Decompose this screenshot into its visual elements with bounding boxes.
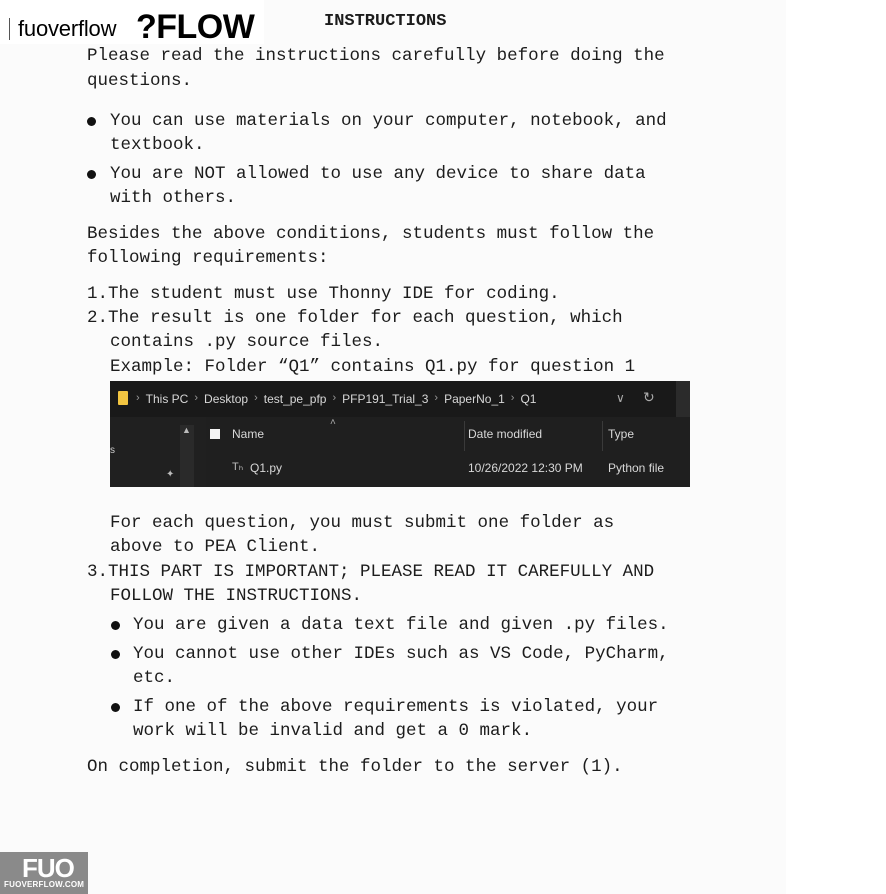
chevron-right-icon: ›: [136, 392, 140, 404]
sort-caret-icon: ˄: [330, 417, 336, 428]
scroll-up-icon: ▲: [182, 425, 191, 435]
page-title: INSTRUCTIONS: [324, 12, 447, 31]
breadcrumb-item: This PC: [145, 392, 189, 406]
text-cursor: [9, 18, 10, 40]
select-all-checkbox: [210, 429, 220, 439]
navigation-pane-label: s: [110, 445, 115, 456]
search-box-edge: [676, 381, 690, 417]
brand-logo-text: ?FLOW: [136, 8, 255, 46]
brand-name: fuoverflow: [18, 16, 117, 41]
page-margin: [786, 0, 886, 894]
breadcrumb-item: PFP191_Trial_3: [342, 392, 429, 406]
requirement-3: 3.THIS PART IS IMPORTANT; PLEASE READ IT CAREFULLY AND: [87, 562, 655, 582]
column-divider: [464, 421, 465, 451]
requirement-3-cont: FOLLOW THE INSTRUCTIONS.: [110, 586, 363, 606]
chevron-right-icon: ›: [510, 392, 515, 404]
completion-note: On completion, submit the folder to the server (1).: [87, 757, 623, 777]
bullet-icon: [111, 703, 120, 712]
list-item-cont: textbook.: [110, 135, 205, 155]
intro-text-cont: questions.: [87, 71, 193, 91]
column-header-name: Name: [232, 427, 265, 441]
breadcrumb-item: PaperNo_1: [444, 392, 505, 406]
chevron-down-icon: ∨: [616, 391, 625, 405]
sub-list-item: If one of the above requirements is violated, your: [133, 697, 659, 717]
chevron-right-icon: ›: [194, 392, 199, 404]
requirement-1: 1.The student must use Thonny IDE for coding.: [87, 284, 560, 304]
submit-instruction: For each question, you must submit one folder as: [110, 513, 615, 533]
column-header-type: Type: [608, 427, 635, 441]
chevron-right-icon: ›: [434, 392, 439, 404]
requirement-2-cont: contains .py source files.: [110, 332, 384, 352]
bullet-icon: [111, 650, 120, 659]
breadcrumb-item: Desktop: [204, 392, 249, 406]
requirement-2-example: Example: Folder “Q1” contains Q1.py for question 1: [110, 357, 636, 377]
pin-icon: ✦: [166, 469, 175, 480]
requirements-intro: Besides the above conditions, students must follow the: [87, 224, 655, 244]
column-divider: [602, 421, 603, 451]
folder-icon: [118, 391, 128, 405]
column-header-date: Date modified: [468, 427, 543, 441]
requirements-intro-cont: following requirements:: [87, 248, 329, 268]
bullet-icon: [111, 621, 120, 630]
chevron-right-icon: ›: [332, 392, 337, 404]
list-item: You can use materials on your computer, notebook, and: [110, 111, 667, 131]
list-item: You are NOT allowed to use any device to share data: [110, 164, 646, 184]
sub-list-item-cont: work will be invalid and get a 0 mark.: [133, 721, 533, 741]
bullet-icon: [87, 117, 96, 126]
breadcrumb: [136, 392, 536, 406]
brand-bar: [0, 0, 264, 44]
watermark-logo: [0, 852, 88, 894]
breadcrumb-item: test_pe_pfp: [263, 392, 327, 406]
refresh-icon: ↻: [643, 389, 655, 405]
sub-list-item: You cannot use other IDEs such as VS Code, PyCharm,: [133, 644, 669, 664]
list-item-cont: with others.: [110, 188, 237, 208]
sub-list-item-cont: etc.: [133, 668, 176, 688]
bullet-icon: [87, 170, 96, 179]
chevron-right-icon: ›: [254, 392, 258, 404]
intro-text: Please read the instructions carefully before doing the: [87, 46, 665, 66]
sub-list-item: You are given a data text file and given .py files.: [133, 615, 669, 635]
watermark-url: FUOVERFLOW.COM: [4, 880, 85, 889]
requirement-2: 2.The result is one folder for each question, which: [87, 308, 623, 328]
file-date: 10/26/2022 12:30 PM: [468, 461, 583, 475]
watermark-logo-text: FUO: [22, 853, 74, 883]
file-name: Q1.py: [250, 461, 283, 475]
submit-instruction-cont: above to PEA Client.: [110, 537, 321, 557]
file-type: Python file: [608, 461, 665, 475]
breadcrumb-item: Q1: [520, 392, 537, 406]
explorer-screenshot: [110, 381, 690, 487]
python-file-icon: Tₕ: [232, 461, 244, 473]
